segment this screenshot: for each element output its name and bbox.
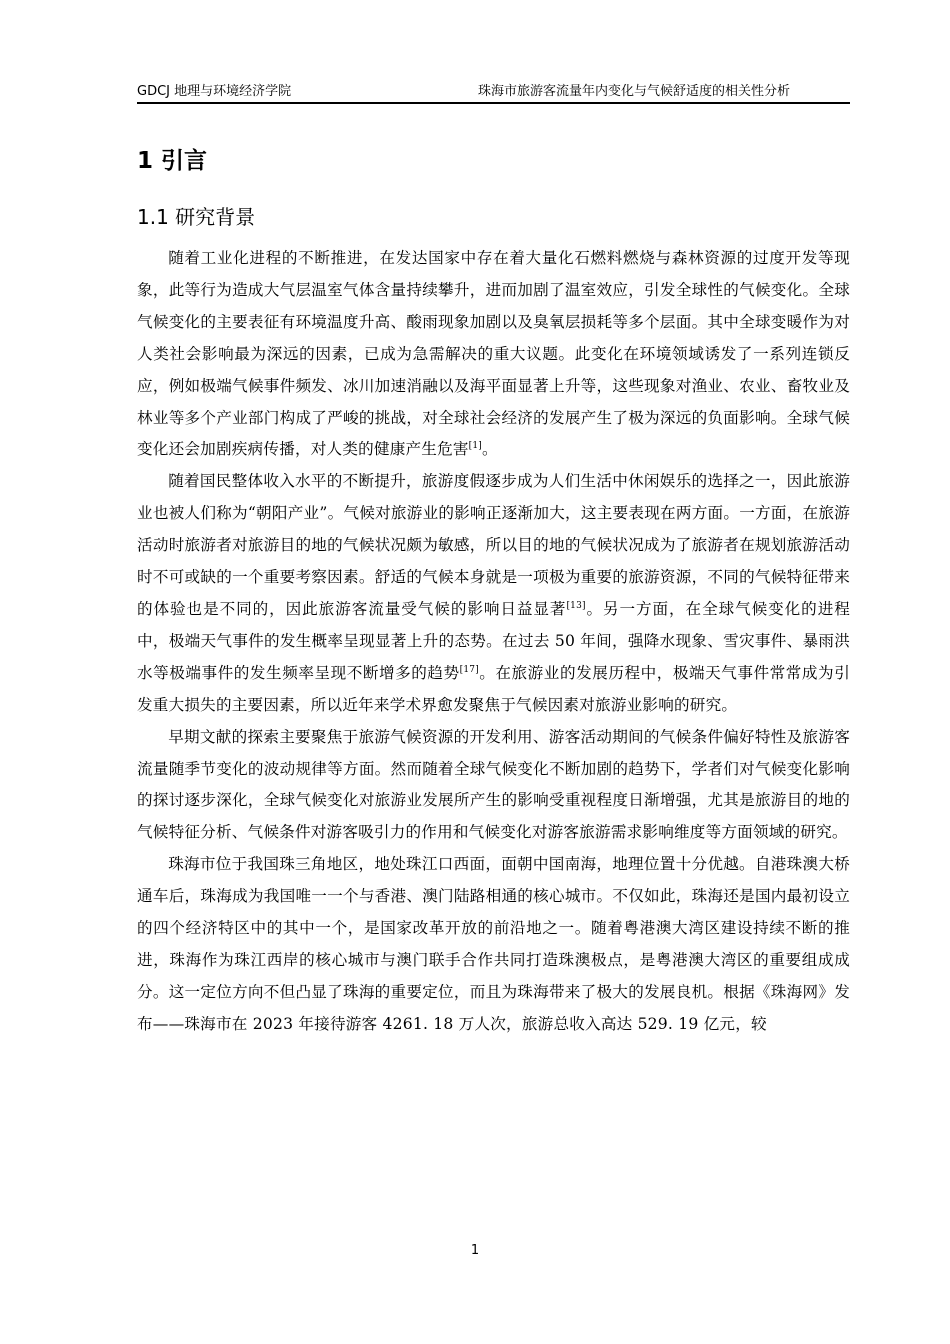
body-text <box>137 243 850 1041</box>
header-thesis-title: 珠海市旅游客流量年内变化与气候舒适度的相关性分析 <box>477 84 790 99</box>
paragraph: 随着工业化进程的不断推进，在发达国家中存在着大量化石燃料燃烧与森林资源的过度开发等现象，此等行为造成大气层温室气体含量持续攀升，进而加剧了温室效应，引发全球性的气候变化。全球气候变化的主要表征有环境温度升高、酸雨现象加剧以及臭氧层损耗等多个层面。其中全球变暖作为对人类社会影响最为深远的因素，已成为急需解决的重大议题。此变化在环境领域诱发了一系列连锁反应，例如极端气候事件频发、冰川加速消融以及海平面显著上升等，这些现象对渔业、农业、畜牧业及林业等多个产业部门构成了严峻的挑战，对全球社会经济的发展产生了极为深远的负面影响。全球气候变化还会加剧疾病传播，对人类的健康产生危害[1]。 <box>137 249 850 459</box>
paragraph: 珠海市位于我国珠三角地区，地处珠江口西面，面朝中国南海，地理位置十分优越。自港珠澳大桥通车后，珠海成为我国唯一一个与香港、澳门陆路相通的核心城市。不仅如此，珠海还是国内最初设立的四个经济特区中的其中一个，是国家改革开放的前沿地之一。随着粤港澳大湾区建设持续不断的推进，珠海作为珠江西岸的核心城市与澳门联手合作共同打造珠澳极点，是粤港澳大湾区的重要组成成分。这一定位方向不但凸显了珠海的重要定位，而且为珠海带来了极大的发展良机。根据《珠海网》发布——珠海市在 2023 年接待游客 4261. 18 万人次，旅游总收入高达 529. 19 亿元，较 <box>137 855 850 1033</box>
paragraph: 随着国民整体收入水平的不断提升，旅游度假逐步成为人们生活中休闲娱乐的选择之一，因此旅游业也被人们称为“朝阳产业”。气候对旅游业的影响正逐渐加大，这主要表现在两方面。一方面，在旅游活动时旅游者对旅游目的地的气候状况颇为敏感，所以目的地的气候状况成为了旅游者在规划旅游活动时不可或缺的一个重要考察因素。舒适的气候本身就是一项极为重要的旅游资源，不同的气候特征带来的体验也是不同的，因此旅游客流量受气候的影响日益显著[13]。另一方面，在全球气候变化的进程中，极端天气事件的发生概率呈现显著上升的态势。在过去 50 年间，强降水现象、雪灾事件、暴雨洪水等极端事件的发生频率呈现不断增多的趋势[17]。在旅游业的发展历程中，极端天气事件常常成为引发重大损失的主要因素，所以近年来学术界愈发聚焦于气候因素对旅游业影响的研究。 <box>137 472 851 714</box>
paragraph: 早期文献的探索主要聚焦于旅游气候资源的开发利用、游客活动期间的气候条件偏好特性及旅游客流量随季节变化的波动规律等方面。然而随着全球气候变化不断加剧的趋势下，学者们对气候变化影响的探讨逐步深化，全球气候变化对旅游业发展所产生的影响受重视程度日渐增强，尤其是旅游目的地的气候特征分析、气候条件对游客吸引力的作用和气候变化对游客旅游需求影响维度等方面领域的研究。 <box>137 727 850 842</box>
page-number: 1 <box>470 1243 480 1258</box>
citation: [17] <box>459 664 479 675</box>
header-school: GDCJ 地理与环境经济学院 <box>137 84 292 99</box>
running-header <box>137 76 850 104</box>
citation: [13] <box>566 600 586 611</box>
subsection-title: 1.1 研究背景 <box>137 205 256 229</box>
citation: [1] <box>468 441 483 452</box>
section-title: 1 引言 <box>137 148 208 174</box>
